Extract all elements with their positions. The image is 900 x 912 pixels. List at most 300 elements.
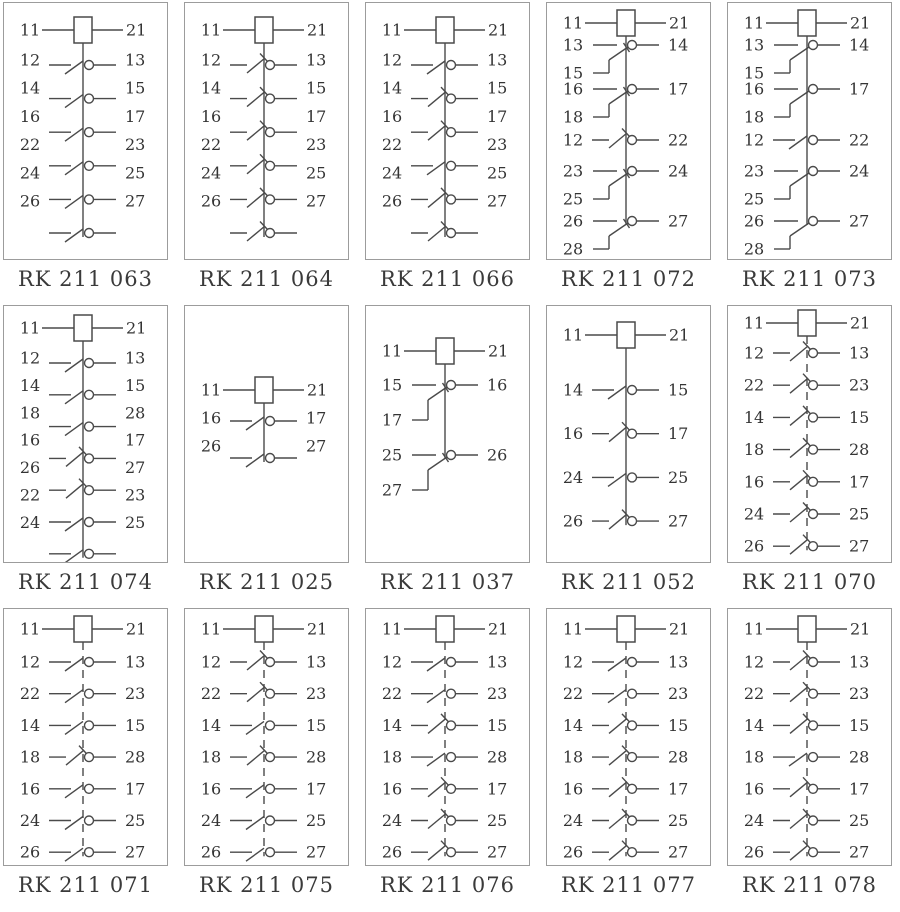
terminal-label-right: 25 <box>668 811 689 830</box>
contact-circle <box>809 413 818 422</box>
contact-circle <box>809 848 818 857</box>
terminal-label-right: 14 <box>668 35 689 55</box>
contact-circle <box>85 229 94 238</box>
terminal-label-right: 27 <box>668 842 689 862</box>
coil-symbol <box>617 616 635 642</box>
terminal-label-right: 23 <box>125 684 146 704</box>
contact-moving-arm <box>428 718 446 733</box>
terminal-label-left: 24 <box>200 811 222 830</box>
terminal-label-left: 26 <box>200 191 222 211</box>
coil-symbol <box>255 616 273 642</box>
terminal-label-right: 13 <box>849 343 870 363</box>
terminal-label-top-left: 13 <box>743 35 765 55</box>
contact-moving-arm <box>608 658 626 671</box>
contact-circle <box>447 816 456 825</box>
terminal-label-left: 16 <box>562 424 584 444</box>
terminal-label-right: 23 <box>487 135 508 155</box>
contact-moving-arm <box>608 690 626 703</box>
cell-caption: RK 211 066 <box>379 267 515 291</box>
terminal-label-left: 24 <box>19 512 41 532</box>
terminal-label-right: 25 <box>306 163 327 183</box>
terminal-label-left: 26 <box>562 511 584 531</box>
contact-circle <box>266 94 275 103</box>
contact-moving-arm <box>790 718 808 733</box>
coil-symbol <box>617 10 635 36</box>
cell-caption: RK 211 078 <box>741 873 877 897</box>
contact-moving-arm <box>65 229 83 242</box>
contact-moving-arm <box>427 61 445 74</box>
coil-terminal-right: 21 <box>307 619 328 639</box>
terminal-label-right: 17 <box>306 106 327 126</box>
contact-circle <box>266 454 275 463</box>
terminal-label-right: 27 <box>125 458 146 478</box>
terminal-label-left: 22 <box>19 135 41 155</box>
terminal-label-left: 24 <box>19 163 41 183</box>
contact-moving-arm <box>609 427 627 442</box>
contact-circle <box>628 136 637 145</box>
terminal-label-right: 22 <box>849 130 870 150</box>
contact-moving-arm <box>790 845 808 860</box>
terminal-label-left: 18 <box>381 747 403 767</box>
terminal-label-left: 16 <box>200 106 222 126</box>
contact-moving-arm <box>65 658 83 671</box>
terminal-label-right: 13 <box>668 652 689 672</box>
contact-circle <box>628 473 637 482</box>
coil-terminal-right: 21 <box>126 318 147 338</box>
contact-circle <box>85 486 94 495</box>
contact-circle <box>447 658 456 667</box>
terminal-label-top-left: 16 <box>562 79 584 99</box>
terminal-label-left: 26 <box>200 436 222 456</box>
terminal-label-top-left: 13 <box>562 35 584 55</box>
terminal-label-right: 25 <box>487 811 508 830</box>
contact-moving-arm <box>609 514 627 529</box>
terminal-label-left: 14 <box>381 78 403 98</box>
contact-moving-arm <box>65 785 83 798</box>
relay-contact-schematic <box>547 3 710 259</box>
contact-moving-arm <box>65 690 83 703</box>
terminal-label-left: 22 <box>200 684 222 704</box>
contact-circle <box>266 816 275 825</box>
terminal-label-top-left: 23 <box>743 161 765 181</box>
contact-moving-arm <box>66 750 84 765</box>
contact-circle <box>628 689 637 698</box>
cell-caption: RK 211 025 <box>198 570 334 594</box>
contact-circle <box>85 549 94 558</box>
relay-contact-schematic <box>185 609 348 865</box>
terminal-label-left: 22 <box>743 684 765 704</box>
terminal-label-right: 15 <box>487 715 508 735</box>
relay-contact-schematic <box>4 609 167 865</box>
contact-moving-arm <box>66 483 84 498</box>
contact-moving-arm <box>790 655 808 670</box>
contact-circle <box>85 816 94 825</box>
contact-moving-arm <box>790 47 809 60</box>
diagram-cell <box>727 608 892 911</box>
terminal-label-bottom-left: 25 <box>562 189 584 209</box>
contact-circle <box>447 381 456 390</box>
terminal-label-right: 27 <box>849 536 870 556</box>
relay-contact-schematic <box>366 609 529 865</box>
terminal-label-right: 27 <box>125 842 146 862</box>
contact-moving-arm <box>790 378 808 393</box>
contact-circle <box>628 41 637 50</box>
coil-terminal-right: 21 <box>488 619 509 639</box>
contact-moving-arm <box>246 785 264 798</box>
terminal-label-right: 23 <box>125 135 146 155</box>
contact-circle <box>85 658 94 667</box>
terminal-label-left: 12 <box>743 130 765 150</box>
coil-terminal-left: 11 <box>562 13 584 33</box>
diagram-cell <box>546 2 711 305</box>
coil-terminal-right: 21 <box>488 20 509 40</box>
coil-symbol <box>74 315 92 341</box>
contact-moving-arm <box>790 346 808 361</box>
terminal-label-left: 16 <box>562 779 584 799</box>
contact-circle <box>628 816 637 825</box>
terminal-label-right: 13 <box>487 652 508 672</box>
contact-moving-arm <box>609 133 627 148</box>
diagram-cell <box>727 305 892 608</box>
coil-symbol <box>798 616 816 642</box>
terminal-label-left: 14 <box>381 715 403 735</box>
terminal-label-right: 14 <box>849 35 870 55</box>
contact-circle <box>447 94 456 103</box>
contact-moving-arm <box>790 173 809 186</box>
diagram-frame <box>546 2 711 260</box>
diagram-cell <box>365 2 530 305</box>
contact-moving-arm <box>247 125 265 140</box>
terminal-label-left: 24 <box>19 811 41 830</box>
terminal-label-left: 18 <box>19 747 41 767</box>
contact-moving-arm <box>789 136 807 149</box>
contact-circle <box>628 784 637 793</box>
coil-terminal-left: 11 <box>381 20 403 40</box>
contact-moving-arm <box>789 753 807 766</box>
coil-terminal-left: 11 <box>19 318 41 338</box>
relay-contact-schematic <box>185 3 348 259</box>
terminal-label-bottom-left: 18 <box>562 107 584 127</box>
terminal-label-bottom-left: 18 <box>743 107 765 127</box>
diagram-frame <box>365 608 530 866</box>
contact-moving-arm <box>246 454 264 467</box>
contact-moving-arm <box>609 47 628 60</box>
contact-moving-arm <box>790 507 808 522</box>
contact-moving-arm <box>247 750 265 765</box>
terminal-label-left: 26 <box>19 842 41 862</box>
diagram-frame <box>546 305 711 563</box>
contact-moving-arm <box>246 721 264 734</box>
terminal-label-right: 22 <box>668 130 689 150</box>
contact-moving-arm <box>65 391 83 404</box>
contact-moving-arm <box>790 782 808 797</box>
contact-moving-arm <box>65 817 83 830</box>
contact-circle <box>628 721 637 730</box>
contact-circle <box>447 451 456 460</box>
terminal-label-right: 15 <box>487 78 508 98</box>
terminal-label-left: 26 <box>562 842 584 862</box>
contact-circle <box>809 784 818 793</box>
contact-circle <box>447 753 456 762</box>
terminal-label-right: 25 <box>306 811 327 830</box>
terminal-label-left: 14 <box>200 715 222 735</box>
contact-circle <box>809 85 818 94</box>
contact-circle <box>85 161 94 170</box>
terminal-label-right: 28 <box>849 747 870 767</box>
terminal-label-right: 27 <box>487 191 508 211</box>
contact-circle <box>266 128 275 137</box>
contact-circle <box>809 167 818 176</box>
contact-moving-arm <box>609 814 627 829</box>
terminal-label-left: 12 <box>381 652 403 672</box>
terminal-label-right: 23 <box>306 684 327 704</box>
contact-circle <box>809 349 818 358</box>
contact-moving-arm <box>609 223 628 236</box>
coil-symbol <box>255 17 273 43</box>
contact-circle <box>85 753 94 762</box>
terminal-label-left: 22 <box>381 135 403 155</box>
diagram-cell <box>3 608 168 911</box>
contact-circle <box>85 128 94 137</box>
terminal-label-right: 27 <box>668 211 689 231</box>
contact-moving-arm <box>65 128 83 141</box>
contact-moving-arm <box>790 443 808 458</box>
terminal-label-right: 23 <box>849 375 870 395</box>
coil-terminal-left: 11 <box>381 341 403 361</box>
contact-circle <box>447 848 456 857</box>
contact-circle <box>266 229 275 238</box>
contact-moving-arm <box>247 192 265 207</box>
diagram-cell <box>3 2 168 305</box>
relay-contact-schematic <box>547 609 710 865</box>
coil-symbol <box>74 616 92 642</box>
contact-circle <box>85 195 94 204</box>
contact-circle <box>447 689 456 698</box>
contact-circle <box>809 477 818 486</box>
contact-circle <box>266 721 275 730</box>
diagram-frame <box>3 2 168 260</box>
contact-moving-arm <box>790 475 808 490</box>
contact-circle <box>85 390 94 399</box>
contact-moving-arm <box>246 848 264 861</box>
terminal-label-right: 27 <box>306 191 327 211</box>
contact-circle <box>85 689 94 698</box>
coil-terminal-right: 21 <box>850 619 871 639</box>
contact-circle <box>809 721 818 730</box>
terminal-label-left: 12 <box>743 652 765 672</box>
contact-moving-arm <box>247 655 265 670</box>
contact-circle <box>447 721 456 730</box>
contact-moving-arm <box>246 417 264 430</box>
coil-terminal-right: 21 <box>488 341 509 361</box>
terminal-label-left: 16 <box>200 779 222 799</box>
terminal-label-left: 16 <box>200 408 222 428</box>
contact-circle <box>447 61 456 70</box>
contact-circle <box>85 422 94 431</box>
terminal-label-left: 14 <box>562 380 584 400</box>
terminal-label-left: 12 <box>562 130 584 150</box>
cell-caption: RK 211 076 <box>379 873 515 897</box>
terminal-label-right: 28 <box>125 403 146 423</box>
contact-circle <box>628 517 637 526</box>
terminal-label-left: 24 <box>200 163 222 183</box>
contact-circle <box>628 753 637 762</box>
contact-moving-arm <box>65 195 83 208</box>
terminal-label-left: 22 <box>200 135 222 155</box>
terminal-label-left: 26 <box>19 191 41 211</box>
terminal-label-left: 14 <box>743 407 765 427</box>
terminal-label-bottom-left: 25 <box>743 189 765 209</box>
terminal-label-right: 27 <box>125 191 146 211</box>
coil-terminal-right: 21 <box>669 13 690 33</box>
contact-circle <box>266 61 275 70</box>
contact-circle <box>266 689 275 698</box>
terminal-label-right: 15 <box>125 715 146 735</box>
terminal-label-right: 27 <box>849 842 870 862</box>
terminal-label-right: 13 <box>125 50 146 70</box>
terminal-label-bottom-left: 28 <box>743 239 765 259</box>
contact-moving-arm <box>609 782 627 797</box>
contact-circle <box>628 429 637 438</box>
contact-circle <box>266 195 275 204</box>
contact-moving-arm <box>428 92 446 107</box>
terminal-label-right: 15 <box>849 715 870 735</box>
contact-moving-arm <box>428 814 446 829</box>
coil-terminal-left: 11 <box>743 13 765 33</box>
terminal-label-bottom-left: 28 <box>562 239 584 259</box>
contact-circle <box>809 753 818 762</box>
terminal-label-top-left: 26 <box>562 211 584 231</box>
terminal-label-left: 16 <box>381 779 403 799</box>
coil-symbol <box>798 10 816 36</box>
terminal-label-right: 23 <box>487 684 508 704</box>
terminal-label-left: 24 <box>743 504 765 524</box>
relay-contact-schematic <box>728 306 891 562</box>
coil-terminal-right: 21 <box>850 313 871 333</box>
diagram-cell <box>184 305 349 608</box>
terminal-label-left: 14 <box>19 715 41 735</box>
terminal-label-left: 18 <box>743 747 765 767</box>
terminal-label-left: 12 <box>381 50 403 70</box>
terminal-label-right: 15 <box>668 715 689 735</box>
contact-circle <box>447 161 456 170</box>
relay-contact-schematic <box>547 306 710 562</box>
contact-circle <box>809 381 818 390</box>
contact-moving-arm <box>790 91 809 104</box>
cell-caption: RK 211 063 <box>17 267 153 291</box>
cell-caption: RK 211 075 <box>198 873 334 897</box>
coil-terminal-left: 11 <box>200 619 222 639</box>
contact-circle <box>628 386 637 395</box>
coil-terminal-left: 11 <box>743 619 765 639</box>
relay-contact-schematic <box>728 3 891 259</box>
diagram-cell <box>727 2 892 305</box>
contact-circle <box>85 454 94 463</box>
terminal-label-left: 16 <box>19 106 41 126</box>
coil-terminal-left: 11 <box>200 380 222 400</box>
diagram-frame <box>184 2 349 260</box>
terminal-label-left: 14 <box>19 375 41 395</box>
terminal-label-left: 14 <box>743 715 765 735</box>
contact-moving-arm <box>66 451 84 466</box>
terminal-label-left: 12 <box>200 652 222 672</box>
terminal-label-left: 24 <box>381 163 403 183</box>
contact-circle <box>266 417 275 426</box>
contact-moving-arm <box>609 718 627 733</box>
terminal-label-right: 28 <box>125 747 146 767</box>
terminal-label-right: 28 <box>306 747 327 767</box>
terminal-label-right: 27 <box>668 511 689 531</box>
diagram-cell <box>546 305 711 608</box>
contact-circle <box>809 658 818 667</box>
contact-moving-arm <box>428 125 446 140</box>
contact-circle <box>447 229 456 238</box>
relay-contact-schematic <box>366 306 529 562</box>
coil-terminal-left: 11 <box>19 619 41 639</box>
terminal-label-left: 26 <box>19 458 41 478</box>
contact-moving-arm <box>65 61 83 74</box>
terminal-label-left: 26 <box>743 842 765 862</box>
terminal-label-right: 25 <box>849 504 870 524</box>
terminal-label-left: 22 <box>562 684 584 704</box>
contact-circle <box>809 41 818 50</box>
terminal-label-right: 13 <box>306 652 327 672</box>
diagram-cell <box>546 608 711 911</box>
terminal-label-top-left: 23 <box>562 161 584 181</box>
terminal-label-left: 14 <box>562 715 584 735</box>
contact-moving-arm <box>427 162 445 175</box>
contact-circle <box>85 784 94 793</box>
terminal-label-right: 25 <box>125 512 146 532</box>
diagram-cell <box>184 608 349 911</box>
contact-circle <box>266 784 275 793</box>
terminal-label-left: 16 <box>743 472 765 492</box>
terminal-label-right: 15 <box>306 78 327 98</box>
terminal-label-right: 17 <box>487 106 508 126</box>
coil-terminal-right: 21 <box>307 20 328 40</box>
contact-circle <box>266 658 275 667</box>
contact-circle <box>809 510 818 519</box>
coil-terminal-left: 11 <box>562 619 584 639</box>
relay-contact-schematic <box>4 306 167 562</box>
contact-moving-arm <box>790 539 808 554</box>
terminal-label-left: 22 <box>19 684 41 704</box>
contact-moving-arm <box>428 457 447 470</box>
terminal-label-right: 17 <box>668 79 689 99</box>
terminal-label-top-left: 25 <box>381 445 403 465</box>
terminal-label-right: 27 <box>306 436 327 456</box>
terminal-label-top-left: 16 <box>743 79 765 99</box>
contact-circle <box>447 128 456 137</box>
contact-moving-arm <box>609 845 627 860</box>
terminal-label-right: 25 <box>125 163 146 183</box>
relay-contact-schematic <box>366 3 529 259</box>
contact-moving-arm <box>65 721 83 734</box>
coil-terminal-right: 21 <box>669 619 690 639</box>
contact-circle <box>628 848 637 857</box>
contact-moving-arm <box>427 753 445 766</box>
terminal-label-right: 23 <box>668 684 689 704</box>
terminal-label-right: 25 <box>125 811 146 830</box>
terminal-label-right: 23 <box>125 485 146 505</box>
diagram-cell <box>365 305 530 608</box>
terminal-label-left: 12 <box>562 652 584 672</box>
coil-symbol <box>436 616 454 642</box>
cell-caption: RK 211 070 <box>741 570 877 594</box>
contact-moving-arm <box>790 687 808 702</box>
coil-symbol <box>436 17 454 43</box>
terminal-label-left: 12 <box>743 343 765 363</box>
